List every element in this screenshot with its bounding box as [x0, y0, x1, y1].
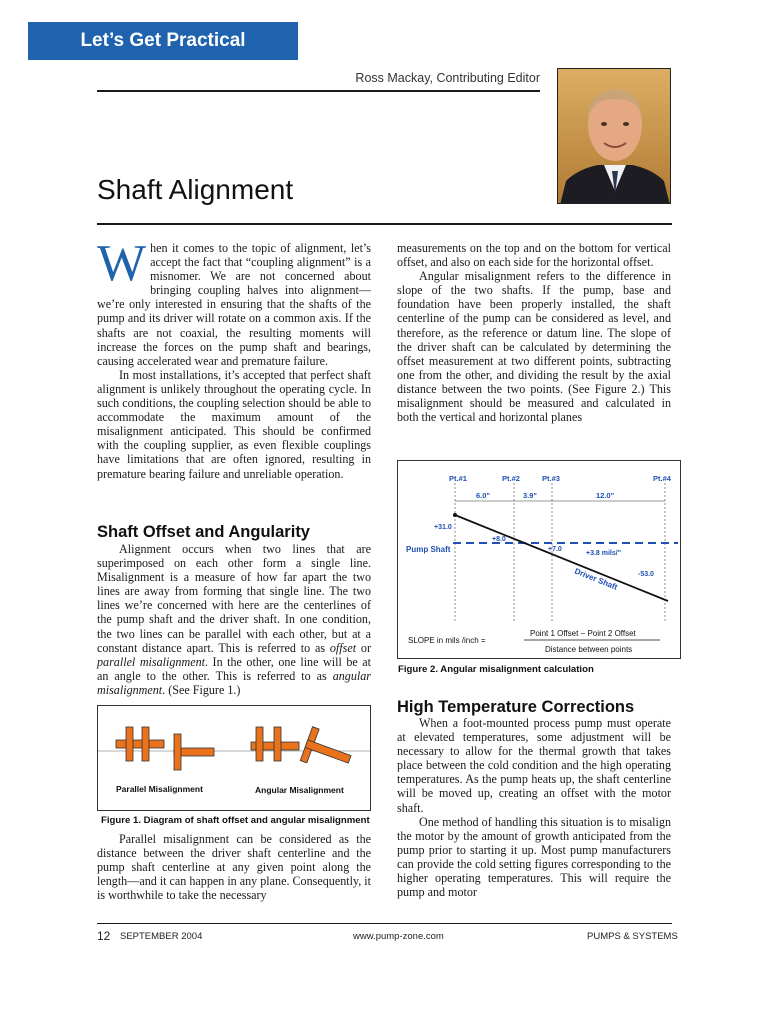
drop-cap: W	[97, 235, 147, 292]
paragraph-4: Parallel misalignment can be considered as the distance between the driver shaft centerline and the pump shaft centerline at any given point along the length—and it can happen in any plane. Consequently, it is worthwhile to take the necessary	[97, 832, 371, 903]
col2-paragraph-4: One method of handling this situation is to misalign the motor by the amount of growth anticipated from the pump prior to starting it up. Most pump manufacturers can provide the cold setting figures corresponding to the higher operating temperatures. This will require the pump and motor	[397, 814, 671, 900]
figure-1	[97, 705, 371, 811]
dim-6: 6.0"	[476, 491, 490, 500]
value-pt1: +31.0	[434, 524, 452, 531]
formula-numerator: Point 1 Offset − Point 2 Offset	[530, 629, 636, 638]
col2-paragraph-2: Angular misalignment refers to the difference in slope of the two shafts. If the pump, base and foundation have been properly installed, the shaft centerline of the pump can be considered as level, and therefore, as the reference or datum line. The slope of the driver shaft can be calculated by determining the offset measurement at two different points, subtracting one from the other, and dividing the result by the axial distance between the two points. (See Figure 2.) This misalignment should be measured and calculated in both the vertical and horizontal planes	[397, 269, 671, 425]
subhead-high-temperature: High Temperature Corrections	[397, 698, 635, 716]
dim-3-9: 3.9"	[523, 491, 537, 500]
label-parallel: Parallel Misalignment	[116, 784, 203, 794]
pump-shaft-label: Pump Shaft	[406, 545, 451, 554]
driver-shaft-label: Driver Shaft	[573, 566, 619, 592]
title-rule	[97, 223, 672, 225]
article-title: Shaft Alignment	[97, 174, 294, 205]
p3-text-a: Alignment occurs when two lines that are superimposed on each other form a single line. Misalignment is a measure of how far apart the two lines are away from forming that single line. The two lines we’re concerned with here are the centerlines of the pump shaft and the driver shaft. In one condition, the two lines can be parallel with each other, but at a constant distance apart. This is referred to as	[97, 542, 371, 655]
section-banner: Let’s Get Practical	[28, 22, 298, 60]
driver-shaft-start	[453, 513, 457, 517]
p3-text-or: or	[356, 640, 371, 655]
paragraph-2: In most installations, it’s accepted that perfect shaft alignment is unlikely throughout the operating cycle. In such conditions, the coupling selection should be able to accommodate the maximum amount of the misalignment anticipated. This should be confirmed with the coupling supplier, as even flexible couplings have limitations that are often ignored, resulting in premature bearing failure and unreliable operation.	[97, 367, 371, 481]
figure-1-caption: Figure 1. Diagram of shaft offset and angular misalignment	[101, 815, 370, 826]
header-rule	[97, 90, 540, 92]
figure-1-diagram	[98, 706, 370, 810]
slope-note: +3.8 mils/"	[586, 550, 622, 557]
figure-2-diagram	[398, 461, 680, 658]
value-pt3: +7.0	[548, 546, 562, 553]
p3-em-offset: offset	[329, 640, 357, 655]
angular-misalignment-shafts	[251, 727, 356, 777]
col2-paragraph-1: measurements on the top and on the bottom for vertical offset, and also on each side for the horizontal offset.	[397, 241, 671, 270]
pt3-label: Pt.#3	[542, 474, 560, 483]
intro-paragraph	[97, 235, 371, 368]
author-portrait-image	[558, 69, 671, 204]
intro-text: hen it comes to the topic of alignment, let’s accept the fact that “coupling alignment” is a misnomer. We are not concerned about bringing coupling halves into alignment—we’re only interested in ensuring that the shafts of the pump and its driver will rotate on a common axis. If the shafts are not coaxial, the resulting moments will increase the forces on the pump shaft and bearings, causing accelerated wear and premature failure.	[97, 241, 371, 368]
column-1-intro	[97, 235, 371, 481]
pt2-label: Pt.#2	[502, 474, 520, 483]
author-photo	[557, 68, 671, 204]
p3-em-parallel: parallel misalignment	[97, 654, 205, 669]
paragraph-3	[97, 542, 371, 697]
footer-rule	[97, 923, 672, 924]
p3-text-b: . In the other, one line will be at an angle to the other. This is referred to as	[97, 654, 371, 683]
formula-denominator: Distance between points	[545, 645, 633, 654]
subhead-shaft-offset: Shaft Offset and Angularity	[97, 523, 310, 541]
figure-2-caption: Figure 2. Angular misalignment calculation	[398, 664, 594, 675]
magazine-name: PUMPS & SYSTEMS	[587, 931, 678, 942]
pt1-label: Pt.#1	[449, 474, 467, 483]
page-number: 12	[97, 929, 111, 943]
col2-paragraph-3: When a foot-mounted process pump must operate at elevated temperatures, some adjustment will be necessary to allow for the thermal growth that takes place between the cold condition and the high operating temperatures. As the pump heats up, the shaft centerline will be moved up, creating an offset with the motor shaft.	[397, 716, 671, 815]
parallel-misalignment-shafts	[116, 727, 214, 770]
byline: Ross Mackay, Contributing Editor	[355, 71, 540, 85]
figure-2	[397, 460, 681, 659]
website: www.pump-zone.com	[353, 931, 444, 942]
driver-shaft-line	[455, 515, 668, 601]
column-1-bottom	[97, 832, 371, 902]
value-pt4: -53.0	[638, 571, 654, 578]
column-2-top	[397, 241, 671, 424]
p3-em-angular: angular misalignment	[97, 668, 371, 697]
column-2-bottom	[397, 716, 671, 899]
p3-text-c: . (See Figure 1.)	[162, 682, 241, 697]
label-angular: Angular Misalignment	[255, 785, 344, 795]
formula-lhs: SLOPE in mils /inch =	[408, 636, 486, 645]
dim-12: 12.0"	[596, 491, 615, 500]
pt4-label: Pt.#4	[653, 474, 671, 483]
column-1-offset	[97, 542, 371, 697]
issue-date: SEPTEMBER 2004	[120, 931, 203, 942]
value-pt2: +8.0	[492, 536, 506, 543]
